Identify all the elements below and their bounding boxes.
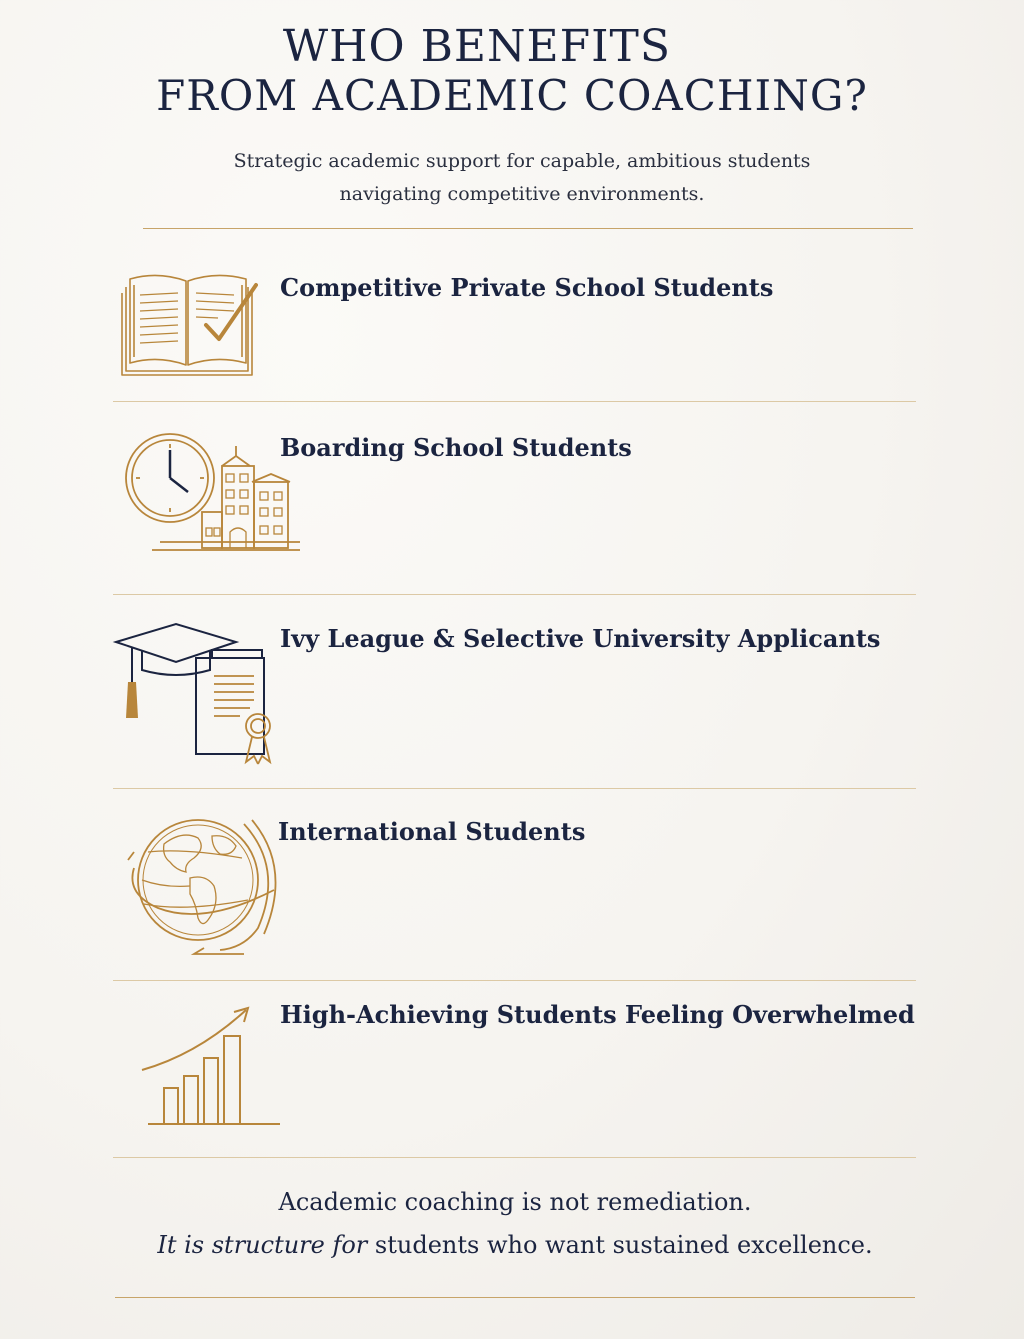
item-divider — [113, 1157, 916, 1158]
item-divider — [113, 401, 916, 402]
footer-line-1: Academic coaching is not remediation. — [278, 1188, 752, 1216]
open-book-checkmark-icon — [118, 265, 258, 377]
item-title: High-Achieving Students Feeling Overwhelmed — [280, 1000, 915, 1029]
graduation-cap-diploma-icon — [112, 620, 280, 768]
footer-line-2 — [0, 1227, 1024, 1263]
item-title: Boarding School Students — [280, 433, 632, 462]
title-line-1: WHO BENEFITS — [282, 21, 672, 72]
footer-tail: students who want sustained excellence. — [367, 1231, 873, 1259]
clock-school-building-icon — [122, 432, 304, 558]
item-title: Ivy League & Selective University Applicants — [280, 624, 881, 653]
item-divider — [113, 594, 916, 595]
header-divider — [143, 228, 913, 229]
footer-it-is: It is — [157, 1231, 212, 1259]
title-line-2: FROM ACADEMIC COACHING? — [156, 71, 868, 120]
page-title — [0, 22, 1024, 120]
subtitle — [0, 145, 1024, 211]
item-title: International Students — [278, 817, 586, 846]
footer-for: for — [324, 1231, 368, 1259]
footer-divider — [115, 1297, 915, 1298]
globe-icon — [124, 808, 288, 956]
item-title: Competitive Private School Students — [280, 273, 774, 302]
subtitle-line-2: navigating competitive environments. — [339, 183, 705, 205]
item-divider — [113, 788, 916, 789]
subtitle-line-1: Strategic academic support for capable, ambitious students — [233, 150, 811, 172]
item-divider — [113, 980, 916, 981]
rising-bar-chart-icon — [138, 1002, 284, 1130]
footer-emphasis: structure — [211, 1231, 325, 1259]
